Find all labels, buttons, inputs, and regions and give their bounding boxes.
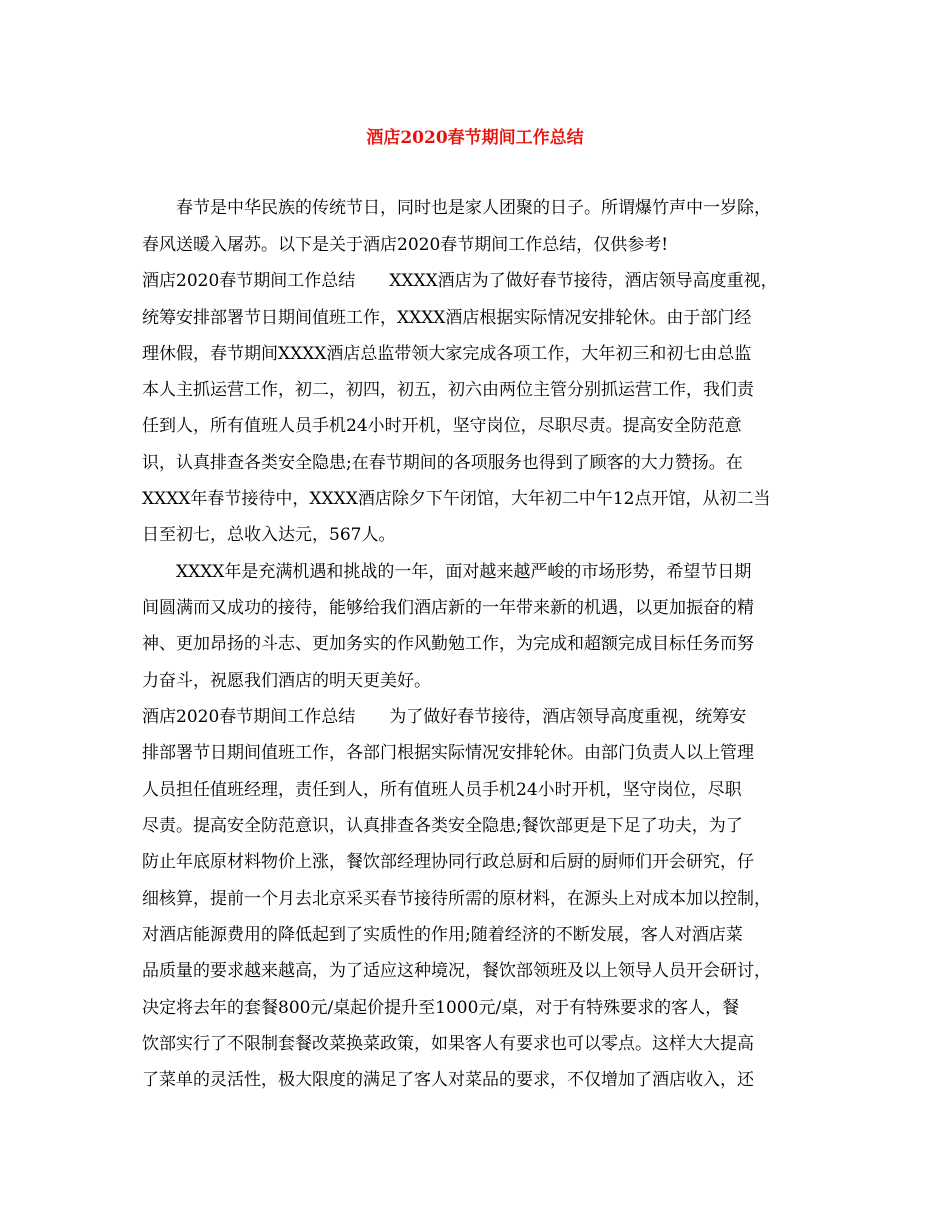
- paragraph-line: 酒店2020春节期间工作总结 为了做好春节接待，酒店领导高度重视，统筹安: [142, 707, 747, 727]
- paragraph-line: 任到人，所有值班人员手机24小时开机，坚守岗位，尽职尽责。提高安全防范意: [142, 416, 742, 436]
- paragraph-line: 了菜单的灵活性，极大限度的满足了客人对菜品的要求，不仅增加了酒店收入，还: [142, 1070, 754, 1090]
- paragraph-line: 饮部实行了不限制套餐改菜换菜政策，如果客人有要求也可以零点。这样大大提高: [142, 1034, 754, 1054]
- paragraph-line: 春节是中华民族的传统节日，同时也是家人团聚的日子。所谓爆竹声中一岁除，: [176, 198, 771, 218]
- paragraph-line: 神、更加昂扬的斗志、更加务实的作风勤勉工作，为完成和超额完成目标任务而努: [142, 634, 754, 654]
- paragraph-line: 细核算，提前一个月去北京采买春节接待所需的原材料，在源头上对成本加以控制，: [142, 889, 771, 909]
- paragraph-line: 对酒店能源费用的降低起到了实质性的作用;随着经济的不断发展，客人对酒店菜: [142, 925, 743, 945]
- paragraph-line: 力奋斗，祝愿我们酒店的明天更美好。: [142, 671, 431, 691]
- paragraph-line: 排部署节日期间值班工作，各部门根据实际情况安排轮休。由部门负责人以上管理: [142, 743, 754, 763]
- paragraph-line: 品质量的要求越来越高，为了适应这种境况，餐饮部领班及以上领导人员开会研讨，: [142, 961, 771, 981]
- paragraph-line: 统筹安排部署节日期间值班工作，XXXX酒店根据实际情况安排轮休。由于部门经: [142, 308, 752, 328]
- paragraph-line: 尽责。提高安全防范意识，认真排查各类安全隐患;餐饮部更是下足了功夫，为了: [142, 816, 743, 836]
- paragraph-line: XXXX年春节接待中，XXXX酒店除夕下午闭馆，大年初二中午12点开馆，从初二当: [142, 489, 771, 509]
- paragraph-line: 春风送暖入屠苏。以下是关于酒店2020春节期间工作总结，仅供参考!: [142, 235, 669, 255]
- paragraph-line: 人员担任值班经理，责任到人，所有值班人员手机24小时开机，坚守岗位，尽职: [142, 780, 742, 800]
- paragraph-line: XXXX年是充满机遇和挑战的一年，面对越来越严峻的市场形势，希望节日期: [176, 562, 752, 582]
- paragraph-line: 酒店2020春节期间工作总结 XXXX酒店为了做好春节接待，酒店领导高度重视，: [142, 271, 778, 291]
- paragraph-line: 本人主抓运营工作，初二，初四，初五，初六由两位主管分别抓运营工作，我们责: [142, 380, 754, 400]
- paragraph-line: 理休假，春节期间XXXX酒店总监带领大家完成各项工作，大年初三和初七由总监: [142, 344, 752, 364]
- paragraph-line: 决定将去年的套餐800元/桌起价提升至1000元/桌，对于有特殊要求的客人，餐: [142, 998, 740, 1018]
- paragraph-line: 识，认真排查各类安全隐患;在春节期间的各项服务也得到了顾客的大力赞扬。在: [142, 453, 743, 473]
- paragraph-line: 防止年底原材料物价上涨，餐饮部经理协同行政总厨和后厨的厨师们开会研究，仔: [142, 852, 754, 872]
- paragraph-line: 日至初七，总收入达元，567人。: [142, 525, 396, 545]
- document-title: 酒店2020春节期间工作总结: [366, 128, 584, 148]
- paragraph-line: 间圆满而又成功的接待，能够给我们酒店新的一年带来新的机遇，以更加振奋的精: [142, 598, 754, 618]
